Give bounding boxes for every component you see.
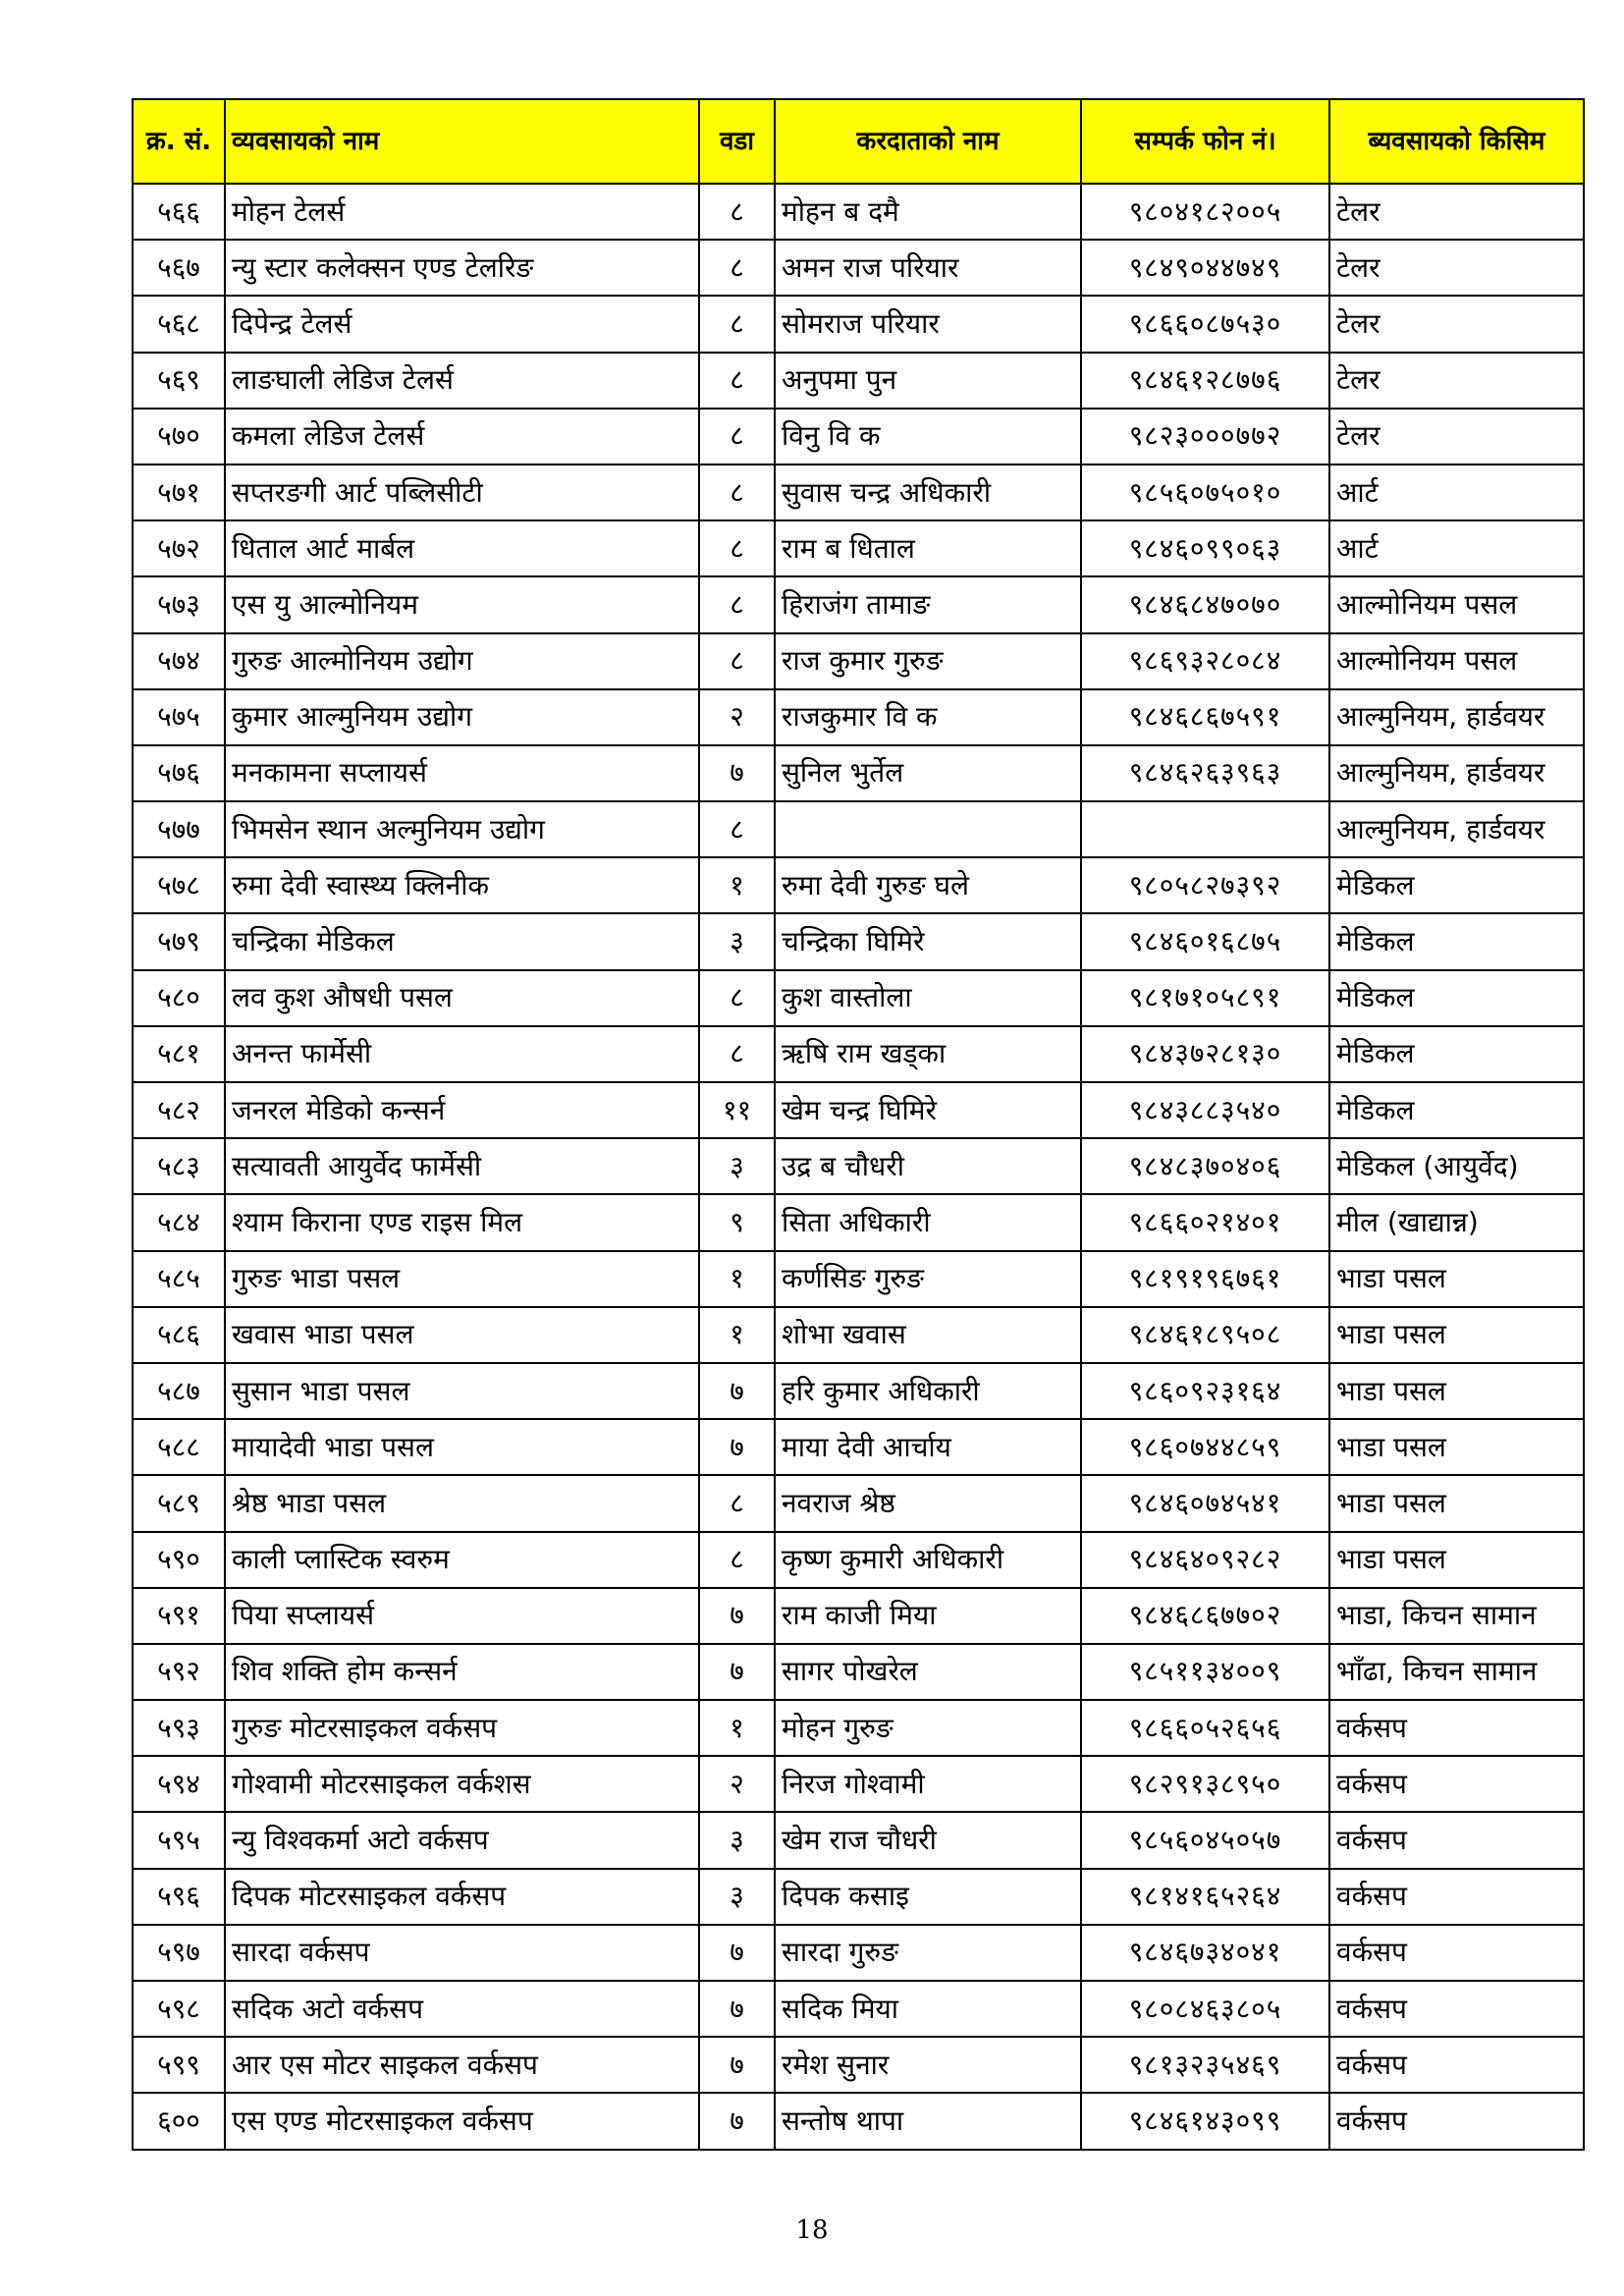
table-row: [133, 1194, 1584, 1250]
taxpayer-name-cell: सदिक मिया: [775, 1981, 1081, 2037]
business-type-cell: वर्कसप: [1329, 2037, 1584, 2093]
business-type-cell: आर्ट: [1329, 520, 1584, 576]
taxpayer-name-cell: माया देवी आर्चाय: [775, 1419, 1081, 1475]
taxpayer-name-cell: मोहन गुरुङ: [775, 1700, 1081, 1756]
serial-number-cell: ५९४: [133, 1756, 225, 1812]
table-row: [133, 857, 1584, 913]
table-body: [133, 184, 1584, 2150]
taxpayer-name-cell: विनु वि क: [775, 409, 1081, 465]
table-row: [133, 801, 1584, 857]
serial-number-cell: ५८५: [133, 1251, 225, 1307]
serial-number-cell: ५७१: [133, 465, 225, 520]
business-type-cell: टेलर: [1329, 184, 1584, 240]
business-name-cell: अनन्त फार्मेसी: [225, 1026, 699, 1082]
taxpayer-name-cell: मोहन ब दमै: [775, 184, 1081, 240]
table-row: [133, 1532, 1584, 1588]
table-row: [133, 1756, 1584, 1812]
phone-number-cell: ९८०४१८२००५: [1081, 184, 1329, 240]
ward-cell: ३: [699, 1138, 775, 1194]
taxpayer-name-cell: उद्र ब चौधरी: [775, 1138, 1081, 1194]
business-type-cell: भाडा पसल: [1329, 1251, 1584, 1307]
ward-cell: ८: [699, 1475, 775, 1531]
table-row: [133, 2093, 1584, 2149]
table-row: [133, 1307, 1584, 1363]
business-type-cell: टेलर: [1329, 353, 1584, 409]
ward-cell: ८: [699, 520, 775, 576]
phone-number-cell: ९८२९१३८९५०: [1081, 1756, 1329, 1812]
business-type-cell: टेलर: [1329, 240, 1584, 296]
taxpayer-name-cell: नवराज श्रेष्ठ: [775, 1475, 1081, 1531]
serial-number-cell: ५९७: [133, 1925, 225, 1981]
phone-number-cell: ९८६६०८७५३०: [1081, 296, 1329, 352]
business-name-cell: श्रेष्ठ भाडा पसल: [225, 1475, 699, 1531]
business-name-cell: एस यु आल्मोनियम: [225, 576, 699, 632]
serial-number-cell: ५८९: [133, 1475, 225, 1531]
table-row: [133, 1869, 1584, 1925]
phone-number-cell: ९८१४१६५२६४: [1081, 1869, 1329, 1925]
phone-number-cell: ९८६९३२८०८४: [1081, 633, 1329, 689]
table-row: [133, 1644, 1584, 1700]
phone-number-cell: ९८१३२३५४६९: [1081, 2037, 1329, 2093]
business-name-cell: गुरुङ आल्मोनियम उद्योग: [225, 633, 699, 689]
serial-number-cell: ५९५: [133, 1812, 225, 1868]
serial-number-cell: ५८७: [133, 1363, 225, 1419]
phone-number-cell: ९८४६८६७७०२: [1081, 1588, 1329, 1644]
taxpayer-name-cell: दिपक कसाइ: [775, 1869, 1081, 1925]
phone-number-cell: ९८१९१९६७६१: [1081, 1251, 1329, 1307]
phone-number-cell: ९८४६७३४०४१: [1081, 1925, 1329, 1981]
serial-number-cell: ५९२: [133, 1644, 225, 1700]
business-name-cell: दिपेन्द्र टेलर्स: [225, 296, 699, 352]
business-name-cell: कुमार आल्मुनियम उद्योग: [225, 689, 699, 745]
ward-cell: २: [699, 1756, 775, 1812]
taxpayer-name-cell: राम काजी मिया: [775, 1588, 1081, 1644]
serial-number-cell: ५६६: [133, 184, 225, 240]
ward-cell: ८: [699, 296, 775, 352]
ward-cell: ७: [699, 1925, 775, 1981]
taxpayer-name-cell: शोभा खवास: [775, 1307, 1081, 1363]
serial-number-cell: ५६९: [133, 353, 225, 409]
ward-cell: ८: [699, 1532, 775, 1588]
business-name-cell: आर एस मोटर साइकल वर्कसप: [225, 2037, 699, 2093]
serial-number-cell: ५८६: [133, 1307, 225, 1363]
business-type-cell: भाडा पसल: [1329, 1363, 1584, 1419]
business-type-cell: आल्मुनियम, हार्डवयर: [1329, 745, 1584, 801]
phone-number-cell: ९८४६१४३०९९: [1081, 2093, 1329, 2149]
business-name-cell: गुरुङ मोटरसाइकल वर्कसप: [225, 1700, 699, 1756]
ward-cell: ८: [699, 240, 775, 296]
business-name-cell: भिमसेन स्थान अल्मुनियम उद्योग: [225, 801, 699, 857]
ward-cell: १: [699, 1251, 775, 1307]
business-type-cell: वर्कसप: [1329, 1925, 1584, 1981]
ward-cell: ७: [699, 1644, 775, 1700]
table-row: [133, 1588, 1584, 1644]
table-row: [133, 184, 1584, 240]
business-name-cell: कमला लेडिज टेलर्स: [225, 409, 699, 465]
ward-cell: ७: [699, 1981, 775, 2037]
business-name-cell: न्यु स्टार कलेक्सन एण्ड टेलरिङ: [225, 240, 699, 296]
serial-number-cell: ६००: [133, 2093, 225, 2149]
serial-number-cell: ५८२: [133, 1082, 225, 1138]
business-name-cell: मनकामना सप्लायर्स: [225, 745, 699, 801]
serial-number-cell: ५९८: [133, 1981, 225, 2037]
phone-number-cell: ९८०५८२७३९२: [1081, 857, 1329, 913]
business-type-cell: वर्कसप: [1329, 1756, 1584, 1812]
taxpayer-name-cell: हिराजंग तामाङ: [775, 576, 1081, 632]
table-row: [133, 1925, 1584, 1981]
business-name-cell: शिव शक्ति होम कन्सर्न: [225, 1644, 699, 1700]
table-row: [133, 2037, 1584, 2093]
ward-cell: ३: [699, 913, 775, 969]
serial-number-cell: ५८०: [133, 970, 225, 1026]
taxpayer-name-cell: सागर पोखरेल: [775, 1644, 1081, 1700]
serial-number-cell: ५७२: [133, 520, 225, 576]
business-name-cell: श्याम किराना एण्ड राइस मिल: [225, 1194, 699, 1250]
phone-number-cell: ९८४३८८३५४०: [1081, 1082, 1329, 1138]
phone-number-cell: ९८५६०७५०१०: [1081, 465, 1329, 520]
business-name-cell: सप्तरङगी आर्ट पब्लिसीटी: [225, 465, 699, 520]
phone-number-cell: ९८४६२६३९६३: [1081, 745, 1329, 801]
business-name-cell: धिताल आर्ट मार्बल: [225, 520, 699, 576]
serial-number-cell: ५७३: [133, 576, 225, 632]
taxpayer-name-cell: रमेश सुनार: [775, 2037, 1081, 2093]
taxpayer-name-cell: राजकुमार वि क: [775, 689, 1081, 745]
business-name-cell: काली प्लास्टिक स्वरुम: [225, 1532, 699, 1588]
business-type-cell: वर्कसप: [1329, 1812, 1584, 1868]
table-header-row: [133, 99, 1584, 184]
serial-number-cell: ५७६: [133, 745, 225, 801]
business-type-cell: मेडिकल: [1329, 1082, 1584, 1138]
business-name-cell: जनरल मेडिको कन्सर्न: [225, 1082, 699, 1138]
ward-cell: ११: [699, 1082, 775, 1138]
table-row: [133, 1251, 1584, 1307]
business-name-cell: मोहन टेलर्स: [225, 184, 699, 240]
business-type-cell: भाडा पसल: [1329, 1532, 1584, 1588]
phone-number-cell: ९८४३७२८१३०: [1081, 1026, 1329, 1082]
business-type-cell: आर्ट: [1329, 465, 1584, 520]
serial-number-cell: ५८३: [133, 1138, 225, 1194]
ward-cell: ८: [699, 1026, 775, 1082]
table-row: [133, 1363, 1584, 1419]
phone-number-cell: ९८४८३७०४०६: [1081, 1138, 1329, 1194]
business-name-cell: न्यु विश्वकर्मा अटो वर्कसप: [225, 1812, 699, 1868]
business-type-cell: भाडा, किचन सामान: [1329, 1588, 1584, 1644]
table-row: [133, 1981, 1584, 2037]
business-type-cell: भाँढा, किचन सामान: [1329, 1644, 1584, 1700]
serial-number-cell: ५७७: [133, 801, 225, 857]
ward-cell: ७: [699, 1419, 775, 1475]
business-type-cell: भाडा पसल: [1329, 1307, 1584, 1363]
ward-cell: १: [699, 857, 775, 913]
ward-cell: २: [699, 689, 775, 745]
taxpayer-name-cell: खेम राज चौधरी: [775, 1812, 1081, 1868]
phone-number-cell: ९८४९०४४७४९: [1081, 240, 1329, 296]
phone-number-cell: ९८४६४०९२८२: [1081, 1532, 1329, 1588]
taxpayer-name-cell: अमन राज परियार: [775, 240, 1081, 296]
business-name-cell: लाङघाली लेडिज टेलर्स: [225, 353, 699, 409]
serial-number-cell: ५९१: [133, 1588, 225, 1644]
serial-number-cell: ५९३: [133, 1700, 225, 1756]
phone-number-cell: ९८४६०७४५४१: [1081, 1475, 1329, 1531]
business-name-cell: सारदा वर्कसप: [225, 1925, 699, 1981]
phone-number-cell: ९८०८४६३८०५: [1081, 1981, 1329, 2037]
ward-cell: ८: [699, 801, 775, 857]
phone-number-cell: ९८४६०१६८७५: [1081, 913, 1329, 969]
business-name-cell: पिया सप्लायर्स: [225, 1588, 699, 1644]
business-type-cell: मेडिकल: [1329, 913, 1584, 969]
phone-number-cell: ९८४६८४७०७०: [1081, 576, 1329, 632]
table-row: [133, 240, 1584, 296]
business-type-cell: आल्मोनियम पसल: [1329, 576, 1584, 632]
table-row: [133, 1475, 1584, 1531]
serial-number-cell: ५९९: [133, 2037, 225, 2093]
ward-cell: ७: [699, 1588, 775, 1644]
phone-number-cell: [1081, 801, 1329, 857]
serial-number-cell: ५७९: [133, 913, 225, 969]
serial-number-cell: ५८१: [133, 1026, 225, 1082]
business-type-cell: टेलर: [1329, 296, 1584, 352]
table-row: [133, 1419, 1584, 1475]
taxpayer-name-cell: राम ब धिताल: [775, 520, 1081, 576]
ward-cell: ७: [699, 2093, 775, 2149]
serial-number-cell: ५९०: [133, 1532, 225, 1588]
taxpayer-name-cell: निरज गोश्वामी: [775, 1756, 1081, 1812]
table-row: [133, 745, 1584, 801]
table-row: [133, 1138, 1584, 1194]
phone-number-cell: ९८४६८६७५९१: [1081, 689, 1329, 745]
business-name-cell: गुरुङ भाडा पसल: [225, 1251, 699, 1307]
taxpayer-name-cell: सुनिल भुर्तेल: [775, 745, 1081, 801]
phone-number-cell: ९८१७१०५८९१: [1081, 970, 1329, 1026]
table-row: [133, 1812, 1584, 1868]
business-type-cell: वर्कसप: [1329, 1981, 1584, 2037]
ward-cell: ८: [699, 465, 775, 520]
phone-number-cell: ९८२३०००७७२: [1081, 409, 1329, 465]
table-row: [133, 1082, 1584, 1138]
business-type-cell: मेडिकल: [1329, 1026, 1584, 1082]
business-name-cell: खवास भाडा पसल: [225, 1307, 699, 1363]
taxpayer-name-cell: सोमराज परियार: [775, 296, 1081, 352]
phone-number-cell: ९८६०७४४८५९: [1081, 1419, 1329, 1475]
ward-cell: ८: [699, 353, 775, 409]
phone-number-cell: ९८६०९२३१६४: [1081, 1363, 1329, 1419]
taxpayer-name-cell: ऋषि राम खड्का: [775, 1026, 1081, 1082]
business-type-cell: मेडिकल: [1329, 970, 1584, 1026]
ward-cell: ८: [699, 184, 775, 240]
business-name-cell: सदिक अटो वर्कसप: [225, 1981, 699, 2037]
table-row: [133, 633, 1584, 689]
phone-number-cell: ९८६६०५२६५६: [1081, 1700, 1329, 1756]
table-row: [133, 409, 1584, 465]
business-type-cell: वर्कसप: [1329, 1869, 1584, 1925]
business-name-cell: मायादेवी भाडा पसल: [225, 1419, 699, 1475]
taxpayer-name-cell: [775, 801, 1081, 857]
business-name-cell: दिपक मोटरसाइकल वर्कसप: [225, 1869, 699, 1925]
taxpayer-name-cell: खेम चन्द्र घिमिरे: [775, 1082, 1081, 1138]
serial-number-cell: ५८८: [133, 1419, 225, 1475]
taxpayer-name-cell: कुश वास्तोला: [775, 970, 1081, 1026]
taxpayer-name-cell: सुवास चन्द्र अधिकारी: [775, 465, 1081, 520]
table-row: [133, 296, 1584, 352]
ward-cell: ७: [699, 1363, 775, 1419]
ward-cell: १: [699, 1307, 775, 1363]
serial-number-cell: ५७८: [133, 857, 225, 913]
phone-number-cell: ९८५११३४००९: [1081, 1644, 1329, 1700]
business-type-cell: आल्मुनियम, हार्डवयर: [1329, 689, 1584, 745]
taxpayer-name-cell: रुमा देवी गुरुङ घले: [775, 857, 1081, 913]
page-number: 18: [795, 2215, 829, 2245]
business-type-cell: वर्कसप: [1329, 2093, 1584, 2149]
serial-number-cell: ५७०: [133, 409, 225, 465]
business-name-cell: चन्द्रिका मेडिकल: [225, 913, 699, 969]
taxpayer-name-cell: अनुपमा पुन: [775, 353, 1081, 409]
table-row: [133, 1700, 1584, 1756]
phone-number-cell: ९८४६०९९०६३: [1081, 520, 1329, 576]
serial-number-cell: ५७५: [133, 689, 225, 745]
business-type-cell: मेडिकल: [1329, 857, 1584, 913]
taxpayer-name-cell: कर्णसिङ गुरुङ: [775, 1251, 1081, 1307]
business-type-cell: मेडिकल (आयुर्वेद): [1329, 1138, 1584, 1194]
table-row: [133, 689, 1584, 745]
serial-number-cell: ५७४: [133, 633, 225, 689]
serial-number-cell: ५६७: [133, 240, 225, 296]
table-row: [133, 520, 1584, 576]
phone-number-cell: ९८४६१२८७७६: [1081, 353, 1329, 409]
business-type-cell: भाडा पसल: [1329, 1475, 1584, 1531]
ward-cell: १: [699, 1700, 775, 1756]
header-taxpayer-name: करदाताको नाम: [775, 99, 1081, 184]
phone-number-cell: ९८५६०४५०५७: [1081, 1812, 1329, 1868]
business-name-cell: लव कुश औषधी पसल: [225, 970, 699, 1026]
header-contact-phone: सम्पर्क फोन नं।: [1081, 99, 1329, 184]
phone-number-cell: ९८६६०२१४०१: [1081, 1194, 1329, 1250]
ward-cell: ८: [699, 633, 775, 689]
header-business-name: व्यवसायको नाम: [225, 99, 699, 184]
serial-number-cell: ५९६: [133, 1869, 225, 1925]
taxpayer-name-cell: सारदा गुरुङ: [775, 1925, 1081, 1981]
phone-number-cell: ९८४६१८९५०८: [1081, 1307, 1329, 1363]
ward-cell: ८: [699, 970, 775, 1026]
taxpayer-name-cell: राज कुमार गुरुङ: [775, 633, 1081, 689]
serial-number-cell: ५८४: [133, 1194, 225, 1250]
ward-cell: ८: [699, 576, 775, 632]
business-type-cell: टेलर: [1329, 409, 1584, 465]
header-business-type: ब्यवसायको किसिम: [1329, 99, 1584, 184]
taxpayer-name-cell: सिता अधिकारी: [775, 1194, 1081, 1250]
ward-cell: ३: [699, 1869, 775, 1925]
business-name-cell: रुमा देवी स्वास्थ्य क्लिनीक: [225, 857, 699, 913]
header-ward: वडा: [699, 99, 775, 184]
table-row: [133, 353, 1584, 409]
business-type-cell: आल्मुनियम, हार्डवयर: [1329, 801, 1584, 857]
business-name-cell: सुसान भाडा पसल: [225, 1363, 699, 1419]
business-type-cell: मील (खाद्यान्न): [1329, 1194, 1584, 1250]
table-row: [133, 1026, 1584, 1082]
ward-cell: ८: [699, 409, 775, 465]
ward-cell: ७: [699, 2037, 775, 2093]
table-row: [133, 576, 1584, 632]
business-type-cell: वर्कसप: [1329, 1700, 1584, 1756]
taxpayer-name-cell: हरि कुमार अधिकारी: [775, 1363, 1081, 1419]
business-name-cell: एस एण्ड मोटरसाइकल वर्कसप: [225, 2093, 699, 2149]
header-serial-number: क्र. सं.: [133, 99, 225, 184]
business-name-cell: सत्यावती आयुर्वेद फार्मेसी: [225, 1138, 699, 1194]
ward-cell: ७: [699, 745, 775, 801]
taxpayer-name-cell: चन्द्रिका घिमिरे: [775, 913, 1081, 969]
table-row: [133, 465, 1584, 520]
serial-number-cell: ५६८: [133, 296, 225, 352]
ward-cell: ३: [699, 1812, 775, 1868]
ward-cell: ९: [699, 1194, 775, 1250]
table-row: [133, 970, 1584, 1026]
table-row: [133, 913, 1584, 969]
business-type-cell: भाडा पसल: [1329, 1419, 1584, 1475]
taxpayer-name-cell: कृष्ण कुमारी अधिकारी: [775, 1532, 1081, 1588]
business-name-cell: गोश्वामी मोटरसाइकल वर्कशस: [225, 1756, 699, 1812]
business-type-cell: आल्मोनियम पसल: [1329, 633, 1584, 689]
taxpayer-name-cell: सन्तोष थापा: [775, 2093, 1081, 2149]
business-register-table: [132, 98, 1585, 2151]
